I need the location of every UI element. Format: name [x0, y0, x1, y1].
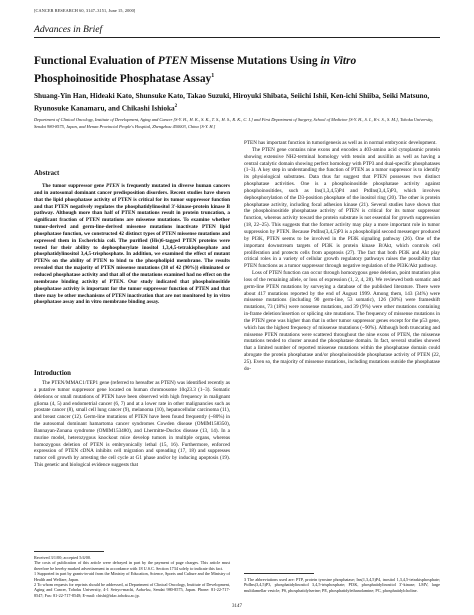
footnote-abbreviations: 3 The abbreviations used are: PTP, protein tyrosine phosphatase; Ins(1,3,4,5)P4, inositol 1,3,4,5-tetrakisphosphate; PtdIns(3,4,5)P3, phosphatidylinositol 3,4,5-trisphosphate; PI3K, phosphatidylinositol 3′-kinase; LMV, large multilamellar vesicle; PS, phosphatidylserine; PE, phosphatidylethanolamine; PC, phosphatidylcholine.: [244, 577, 440, 593]
title-superscript: 1: [211, 72, 215, 79]
introduction-body: [34, 380, 230, 469]
right-paragraph-1: PTEN has important function in tumorigenesis as well as in normal embryonic development.: [244, 140, 437, 146]
abstract-gene: PTEN: [106, 183, 120, 189]
footnote-reprints: 2 To whom requests for reprints should be addressed, at Department of Clinical Oncology, Institute of Development, Aging and Cancer, Tohoku University, 4-1 Seiryo-machi, Aoba-ku, Sendai 980-8575, Japan. Phone: 81-22-717-8547; Fax: 81-22-717-8548; E-mail: chishi@idac.tohoku.ac.jp.: [34, 582, 230, 598]
introduction-heading: Introduction: [34, 370, 71, 377]
authors-text: Shuang-Yin Han, Hideaki Kato, Shunsuke Kato, Takao Suzuki, Hiroyuki Shibata, Seiichi Ishii, Ken-ichi Shiiba, Seiki Matsuno, Ryunosuke Kanamaru, and Chikashi Ishioka: [34, 91, 430, 113]
intro-paragraph-1: The PTEN/MMAC1/TEP1 gene (referred to hereafter as PTEN) was identified recently as a putative tumor suppressor gene located on human chromosome 10q23.3 (1–3). Somatic deletions or small mutations of PTEN have been observed with high frequency in malignant glioma (4, 5) and endometrial cancer (6, 7) and at a lower rate in other malignancies such as prostate cancer (8), small cell lung cancer (9), melanoma (10), hepatocellular carcinoma (11), and breast cancer (12). Germ-line mutations of PTEN have been found frequently (~80%) in the autosomal dominant hamartoma cancer syndromes Cowden disease (OMIM158350), Bannayan-Zonana syndrome (OMIM153480), and Lhermitte-Duclos disease (13, 14). In a murine model, heterozygous knockout mice develop tumors in multiple organs, whereas homozygous deletion of PTEN is embryonically lethal (15, 16). Furthermore, enforced expression of PTEN cDNA inhibits cell migration and spreading (17, 18) and suppresses tumor cell growth by arresting the cell cycle at G1 phase and/or by inducing apoptosis (19). This genetic and biological evidence suggests that: [34, 380, 230, 469]
section-title: Advances in Brief: [34, 24, 103, 35]
journal-header: [CANCER RESEARCH 60, 3147–3151, June 15, 2000]: [34, 8, 136, 13]
footnote-received: Received 3/1/00; accepted 5/4/00.: [34, 555, 91, 560]
authors-superscript: 2: [174, 103, 178, 109]
paper-title: [34, 54, 440, 86]
title-in-vitro: in Vitro: [320, 55, 357, 67]
right-column: [244, 140, 440, 373]
right-paragraph-2: The PTEN gene contains nine exons and encodes a 403-amino acid cytoplasmic protein showing extensive NH2-terminal homology with tensin and auxillin as well as having a central catalytic domain showing perfect homology with PTP3 and dual-specific phosphatases (1–3). A key step in understanding the function of PTEN as a tumor suppressor is to identify its physiological substrates. Data thus far suggest that PTEN possesses two distinct phosphatase activities. One is a phosphoinositide phosphatase activity against phosphoinositides, such as Ins(1,3,4,5)P4 and PtdIns(3,4,5)P3, which involves dephosphorylation of the D3-position phosphate of the inositol ring (20). The other is protein phosphatase activity, including focal adhesion kinase (21). Several studies have shown that the phosphoinositide phosphatase activity of PTEN is critical for its tumor suppressor function, whereas activity toward the protein substrate is not essential for growth suppression (18, 22–25). This suggests that the former activity may play a more important role in tumor suppression by PTEN. Because PtdIns(3,4,5)P3 is a phospholipid second messenger produced by PI3K, PTEN seems to be involved in the PI3K signaling pathway (26). One of the important downstream targets of PI3K is protein kinase B/Akt, which controls cell proliferation and protects cells from apoptosis (27). The fact that both PI3K and Akt play critical roles in a variety of cellular growth regulatory pathways raises the possibility that PTEN functions as a tumor suppressor through negative regulation of the PI3K/Akt pathway.: [244, 146, 440, 270]
title-part1: Functional Evaluation of: [34, 55, 158, 67]
footnote-support: 1 Supported in part by grants-in-aid from the Ministry of Education, Science, Sports and Culture and the Ministry of Health and Welfare, Japan.: [34, 571, 230, 582]
title-part3: Phosphoinositide Phosphatase Assay: [34, 72, 212, 85]
author-list: [34, 91, 440, 114]
footnote-rule-right: [244, 573, 314, 574]
abstract-lead: The tumor suppressor gene: [42, 183, 106, 189]
title-part2: Missense Mutations Using: [187, 55, 321, 67]
abstract-heading: Abstract: [34, 170, 60, 177]
title-gene: PTEN: [157, 55, 188, 67]
footnote-rule-left: [34, 551, 104, 552]
page-number: 3147: [232, 604, 242, 609]
abstract-text: is frequently mutated in diverse human cancers and in autosomal dominant cancer predisposition disorders. Recent studies have shown that the lipid phosphatase activity of PTEN is critical for its tumor suppressor function and that PTEN negatively regulates the phosphatidylinositol 3′-kinase-protein kinase B pathway. Although more than half of PTEN mutations result in protein truncation, a significant fraction of PTEN mutations are missense mutations. To examine whether tumor-derived and germ-line-derived missense mutations inactivate PTEN lipid phosphatase function, we constructed 42 distinct types of PTEN missense mutations and expressed them in Escherichia coli. The purified (His)6-tagged PTEN proteins were tested for their ability to dephosphorylate inositol 1,3,4,5-tetrakisphosphate and phosphatidylinositol 3,4,5-trisphosphate. In addition, we examined the effect of mutant PTENs on the ability of PTEN to bind to the phospholipid membrane. The results revealed that the majority of PTEN missense mutations (38 of 42 (90%)) eliminated or reduced phosphatase activity and that all of the mutations examined had no effect on the membrane binding activity of PTEN. Our study indicated that phosphoinositide phosphatase activity is important for the tumor suppressor function of PTEN and that there may be other mechanisms of PTEN inactivation that are not monitored by in vitro phosphatase assay and in vitro membrane binding assay.: [34, 183, 230, 306]
header-rule: [34, 37, 440, 38]
affiliation: Department of Clinical Oncology, Institute of Development, Aging and Cancer [S-Y. H., H. K., S. K., T. S., H. S., R. K., C. I.] and First Department of Surgery, School of Medicine [S-Y. H., S. I., K-i. S., S. M.], Tohoku University, Sendai 980-8575, Japan, and Henan Provincial People's Hospital, Zhengzhou 450003, China [S-Y. H.]: [34, 117, 434, 129]
footnote-costs: The costs of publication of this article were defrayed in part by the payment of page charges. This article must therefore be hereby marked advertisement in accordance with 18 U.S.C. Section 1734 solely to indicate this fact.: [34, 560, 230, 571]
footnotes-left: [34, 555, 230, 598]
abstract-body: [34, 183, 230, 306]
right-paragraph-3: Loss of PTEN function can occur through homozygous gene deletion, point mutation plus loss of the remaining allele, or loss of expression (1, 2, 4, 28). We reviewed both somatic and germ-line PTEN mutations by surveying a database of the published literature. There were about 417 mutations reported by the end of August 1999. Among them, 143 (34%) were missense mutations (including 90 germ-line, 53 somatic), 126 (30%) were frameshift mutations, 73 (18%) were nonsense mutations, and 39 (9%) were other mutations containing in-frame deletion/insertion or splicing site mutations. The frequency of missense mutations in the PTEN gene was higher than that in other tumor suppressor genes except for the p53 gene, which has the highest frequency of missense mutations (~90%). Although both truncating and missense PTEN mutations were scattered throughout the nine exons of PTEN, the missense mutations tended to cluster around the phosphatase domain. In fact, several studies showed that a limited number of reported missense mutations within the phosphatase domain could abrogate the protein phosphatase and/or phosphoinositide phosphatase activity of PTEN (22, 25). Even so, the majority of missense mutations, including mutations outside the phosphatase do-: [244, 270, 440, 372]
